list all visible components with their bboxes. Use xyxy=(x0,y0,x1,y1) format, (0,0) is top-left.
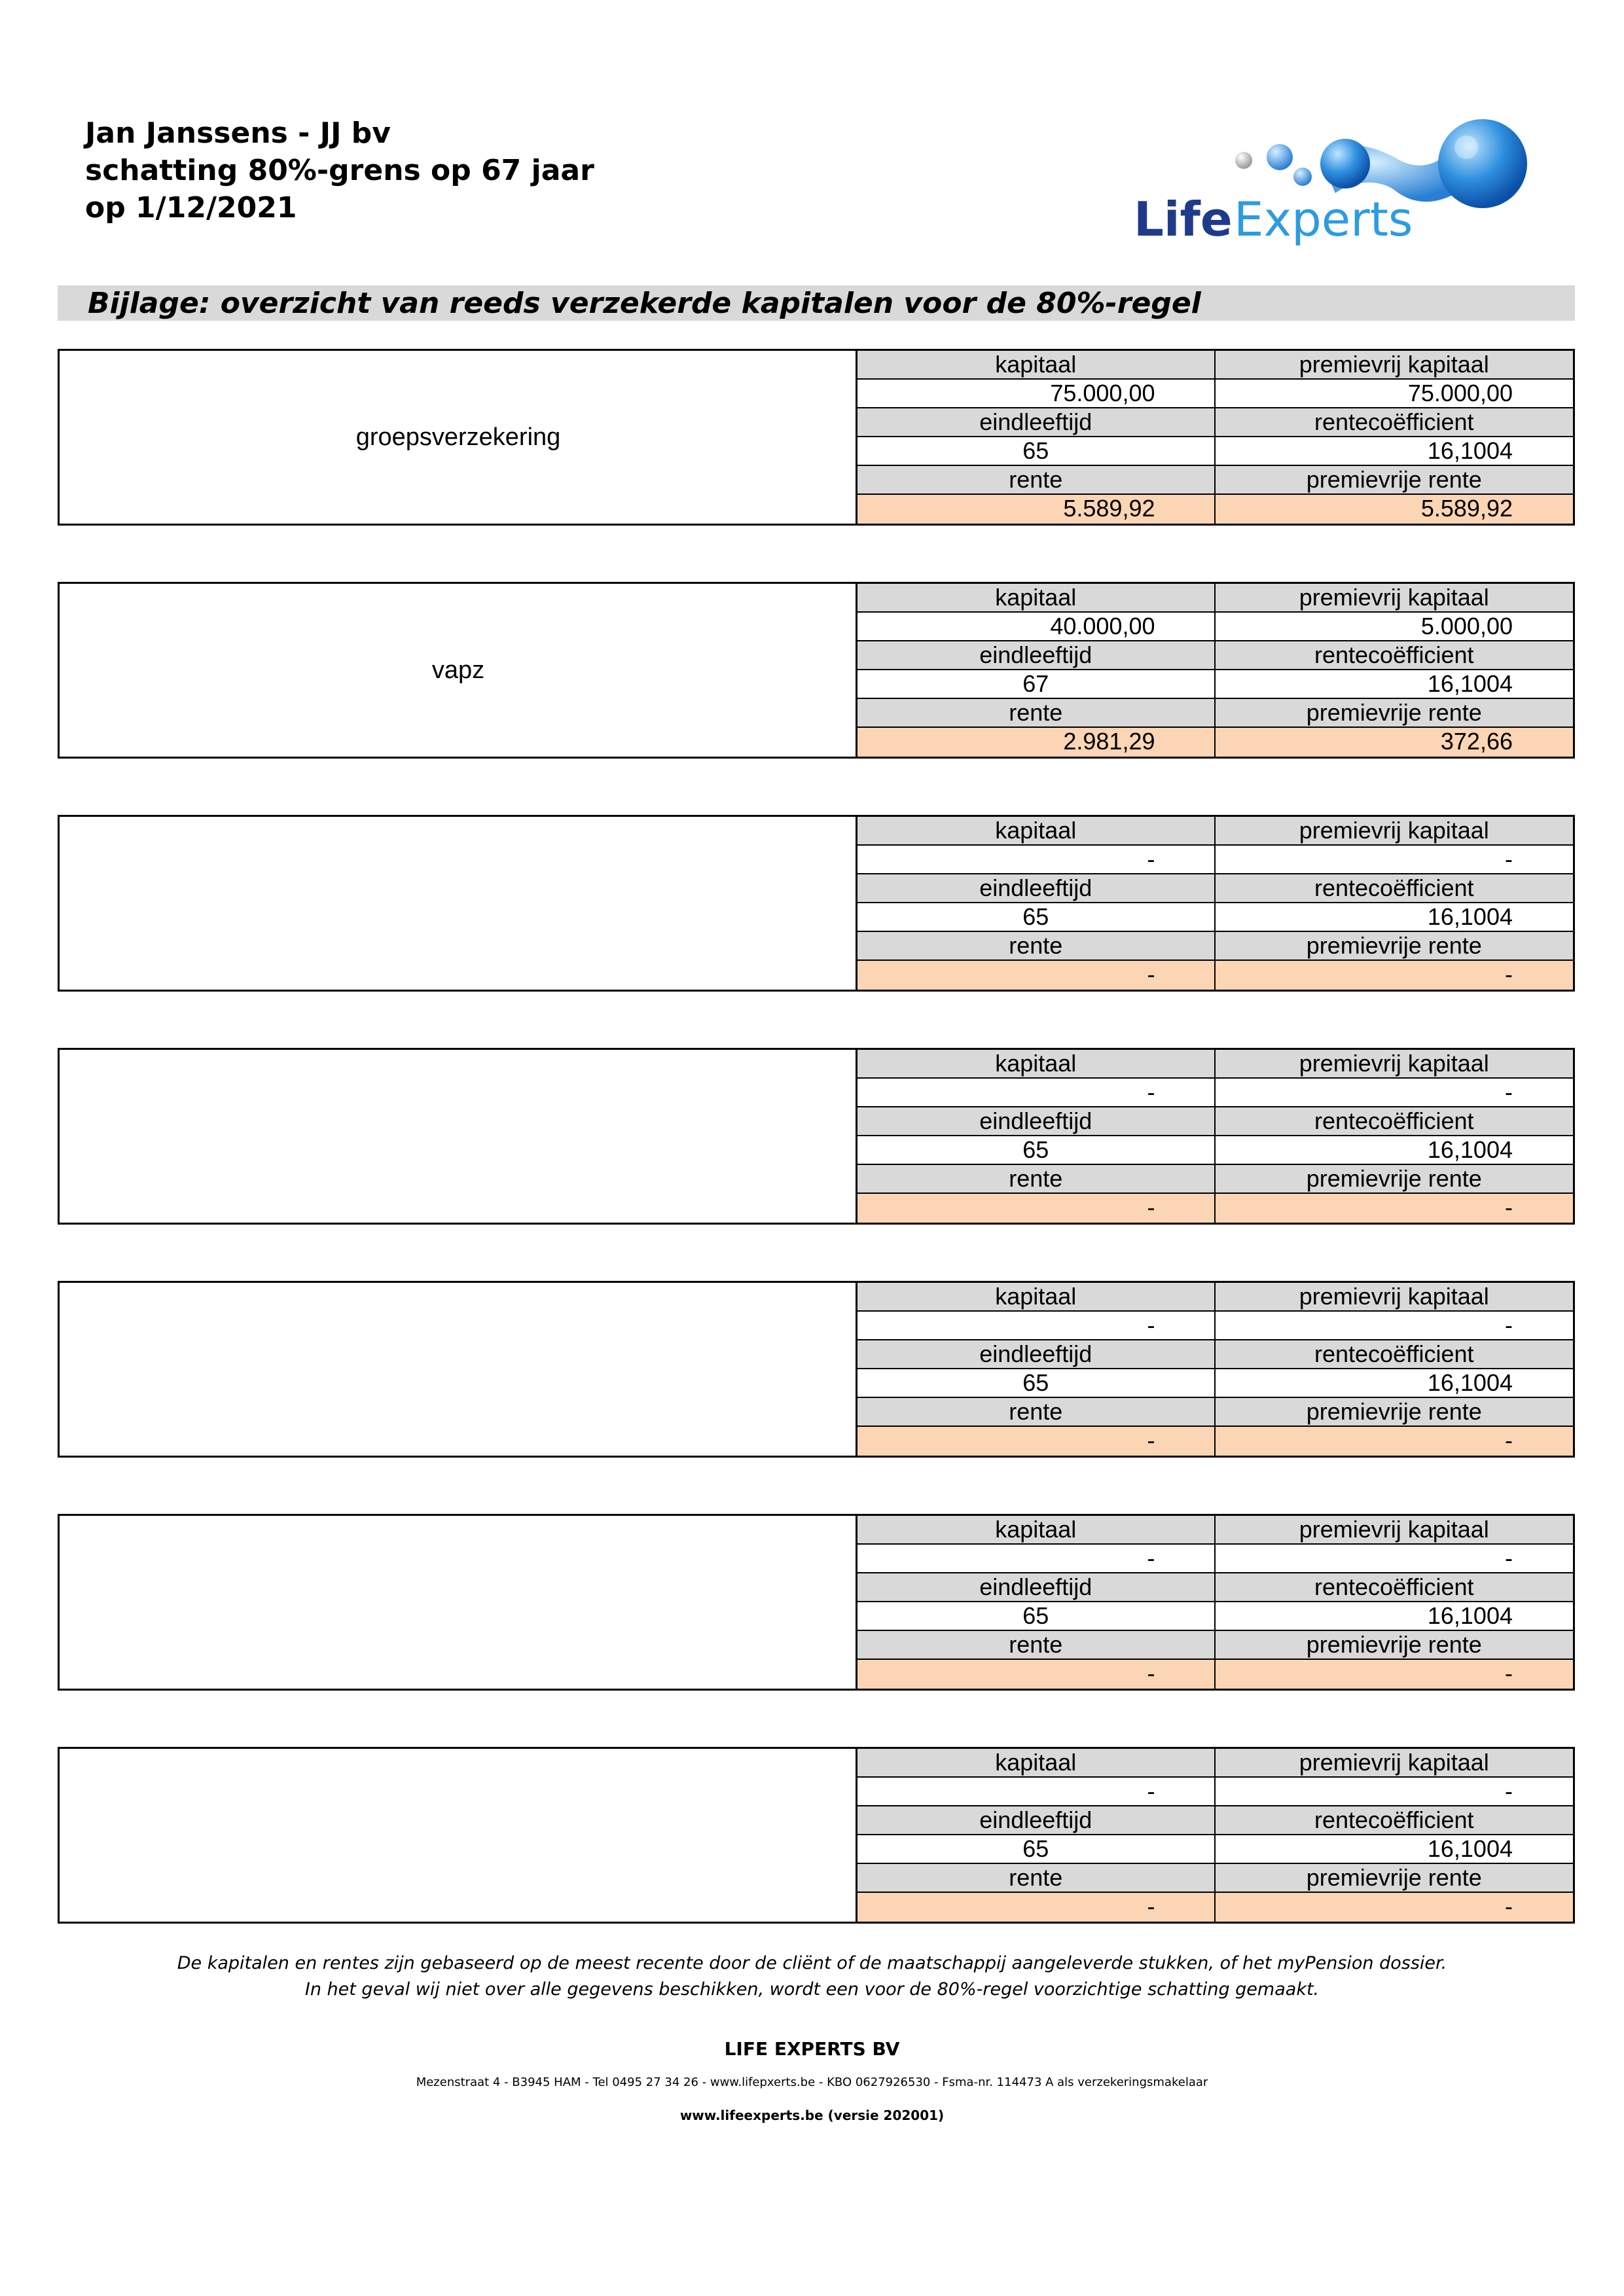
value-premievrije-rente: - xyxy=(1216,1660,1574,1689)
label-kapitaal: kapitaal xyxy=(857,817,1216,846)
label-rente: rente xyxy=(857,466,1216,495)
value-premievrij-kapitaal: 75.000,00 xyxy=(1216,380,1574,408)
label-eindleeftijd: eindleeftijd xyxy=(857,641,1216,670)
footer-website: www.lifeexperts.be (versie 202001) xyxy=(679,2108,945,2123)
label-kapitaal: kapitaal xyxy=(857,351,1216,380)
value-rente: - xyxy=(857,1194,1216,1223)
value-kapitaal: 75.000,00 xyxy=(857,380,1216,408)
value-eindleeftijd: 65 xyxy=(857,903,1216,932)
block-values-grid xyxy=(856,351,1573,524)
label-rentecoefficient: rentecoëfficient xyxy=(1216,1573,1574,1602)
value-eindleeftijd: 65 xyxy=(857,1602,1216,1631)
label-eindleeftijd: eindleeftijd xyxy=(857,408,1216,437)
value-premievrije-rente: 5.589,92 xyxy=(1216,495,1574,524)
logo-text-life: Life xyxy=(1134,192,1233,247)
value-kapitaal: - xyxy=(857,1312,1216,1340)
label-rente: rente xyxy=(857,932,1216,961)
block-values-grid xyxy=(856,584,1573,757)
block-contract-name xyxy=(60,1749,857,1922)
value-premievrij-kapitaal: - xyxy=(1216,1545,1574,1573)
value-rentecoefficient: 16,1004 xyxy=(1216,1602,1574,1631)
value-premievrije-rente: - xyxy=(1216,1427,1574,1456)
label-rente: rente xyxy=(857,1864,1216,1893)
label-rentecoefficient: rentecoëfficient xyxy=(1216,1107,1574,1136)
value-premievrije-rente: - xyxy=(1216,1893,1574,1922)
value-rente: 2.981,29 xyxy=(857,728,1216,757)
label-kapitaal: kapitaal xyxy=(857,1516,1216,1545)
capital-block xyxy=(58,1747,1575,1924)
block-contract-name: groepsverzekering xyxy=(355,423,561,451)
document-header xyxy=(85,115,594,226)
label-rente: rente xyxy=(857,1165,1216,1194)
label-rente: rente xyxy=(857,1398,1216,1427)
section-title: Bijlage: overzicht van reeds verzekerde kapitalen voor de 80%-regel xyxy=(88,287,1201,320)
capital-block xyxy=(58,815,1575,992)
capital-block xyxy=(58,349,1575,526)
label-kapitaal: kapitaal xyxy=(857,1749,1216,1778)
label-eindleeftijd: eindleeftijd xyxy=(857,1806,1216,1835)
block-contract-name xyxy=(60,1283,857,1456)
footnote-line-1: De kapitalen en rentes zijn gebaseerd op de meest recente door de cliënt of de maatschappij aangeleverde stukken, of het myPension dossier. xyxy=(177,1953,1447,1973)
block-contract-name xyxy=(60,817,857,990)
label-premievrije-rente: premievrije rente xyxy=(1216,466,1574,495)
estimate-subtitle: schatting 80%-grens op 67 jaar xyxy=(85,154,594,187)
block-values-grid xyxy=(856,1050,1573,1223)
value-kapitaal: - xyxy=(857,1079,1216,1107)
label-kapitaal: kapitaal xyxy=(857,584,1216,613)
estimate-date: op 1/12/2021 xyxy=(85,191,297,224)
lifeexperts-logo xyxy=(1126,108,1545,249)
value-eindleeftijd: 65 xyxy=(857,1369,1216,1398)
value-rente: - xyxy=(857,1660,1216,1689)
value-premievrij-kapitaal: - xyxy=(1216,1778,1574,1806)
block-contract-name xyxy=(60,1050,857,1223)
logo-text-experts: Experts xyxy=(1234,192,1413,247)
capital-block xyxy=(58,1048,1575,1225)
block-contract-name xyxy=(60,1516,857,1689)
label-rentecoefficient: rentecoëfficient xyxy=(1216,1340,1574,1369)
label-premievrij-kapitaal: premievrij kapitaal xyxy=(1216,584,1574,613)
capital-block xyxy=(58,1514,1575,1691)
label-kapitaal: kapitaal xyxy=(857,1283,1216,1312)
label-rente: rente xyxy=(857,1631,1216,1660)
label-premievrije-rente: premievrije rente xyxy=(1216,1864,1574,1893)
label-premievrij-kapitaal: premievrij kapitaal xyxy=(1216,1749,1574,1778)
value-rentecoefficient: 16,1004 xyxy=(1216,903,1574,932)
value-premievrij-kapitaal: - xyxy=(1216,846,1574,874)
section-title-bar xyxy=(58,285,1575,321)
label-premievrij-kapitaal: premievrij kapitaal xyxy=(1216,1283,1574,1312)
label-rentecoefficient: rentecoëfficient xyxy=(1216,1806,1574,1835)
label-premievrije-rente: premievrije rente xyxy=(1216,932,1574,961)
label-rentecoefficient: rentecoëfficient xyxy=(1216,641,1574,670)
value-rentecoefficient: 16,1004 xyxy=(1216,1136,1574,1165)
value-rente: - xyxy=(857,961,1216,990)
label-eindleeftijd: eindleeftijd xyxy=(857,1340,1216,1369)
capital-block xyxy=(58,582,1575,759)
block-values-grid xyxy=(856,1749,1573,1922)
label-eindleeftijd: eindleeftijd xyxy=(857,1107,1216,1136)
footnote-line-2: In het geval wij niet over alle gegevens beschikken, wordt een voor de 80%-regel voorzichtige schatting gemaakt. xyxy=(304,1979,1320,2000)
value-eindleeftijd: 65 xyxy=(857,1835,1216,1864)
value-premievrije-rente: 372,66 xyxy=(1216,728,1574,757)
value-premievrij-kapitaal: - xyxy=(1216,1079,1574,1107)
footer-address: Mezenstraat 4 - B3945 HAM - Tel 0495 27 34 26 - www.lifepxerts.be - KBO 0627926530 - Fsma-nr. 114473 A als verzekeringsmakelaar xyxy=(416,2075,1208,2089)
block-values-grid xyxy=(856,1516,1573,1689)
label-rentecoefficient: rentecoëfficient xyxy=(1216,874,1574,903)
value-premievrije-rente: - xyxy=(1216,1194,1574,1223)
label-premievrije-rente: premievrije rente xyxy=(1216,1398,1574,1427)
value-eindleeftijd: 67 xyxy=(857,670,1216,699)
value-premievrije-rente: - xyxy=(1216,961,1574,990)
label-rentecoefficient: rentecoëfficient xyxy=(1216,408,1574,437)
value-kapitaal: 40.000,00 xyxy=(857,613,1216,641)
value-kapitaal: - xyxy=(857,1778,1216,1806)
value-rentecoefficient: 16,1004 xyxy=(1216,437,1574,466)
label-eindleeftijd: eindleeftijd xyxy=(857,1573,1216,1602)
value-kapitaal: - xyxy=(857,846,1216,874)
footer-company: LIFE EXPERTS BV xyxy=(724,2038,900,2060)
value-rentecoefficient: 16,1004 xyxy=(1216,1369,1574,1398)
value-premievrij-kapitaal: 5.000,00 xyxy=(1216,613,1574,641)
label-premievrij-kapitaal: premievrij kapitaal xyxy=(1216,1050,1574,1079)
label-premievrij-kapitaal: premievrij kapitaal xyxy=(1216,1516,1574,1545)
value-rente: - xyxy=(857,1893,1216,1922)
block-values-grid xyxy=(856,1283,1573,1456)
value-eindleeftijd: 65 xyxy=(857,1136,1216,1165)
value-rentecoefficient: 16,1004 xyxy=(1216,1835,1574,1864)
label-premievrije-rente: premievrije rente xyxy=(1216,1631,1574,1660)
block-values-grid xyxy=(856,817,1573,990)
label-eindleeftijd: eindleeftijd xyxy=(857,874,1216,903)
footnote xyxy=(0,1950,1624,2003)
value-rentecoefficient: 16,1004 xyxy=(1216,670,1574,699)
label-rente: rente xyxy=(857,699,1216,728)
label-kapitaal: kapitaal xyxy=(857,1050,1216,1079)
client-name: Jan Janssens - JJ bv xyxy=(85,117,391,150)
value-rente: 5.589,92 xyxy=(857,495,1216,524)
label-premievrije-rente: premievrije rente xyxy=(1216,1165,1574,1194)
capital-block xyxy=(58,1281,1575,1458)
label-premievrije-rente: premievrije rente xyxy=(1216,699,1574,728)
value-rente: - xyxy=(857,1427,1216,1456)
label-premievrij-kapitaal: premievrij kapitaal xyxy=(1216,351,1574,380)
block-contract-name: vapz xyxy=(431,656,485,684)
value-kapitaal: - xyxy=(857,1545,1216,1573)
label-premievrij-kapitaal: premievrij kapitaal xyxy=(1216,817,1574,846)
value-eindleeftijd: 65 xyxy=(857,437,1216,466)
value-premievrij-kapitaal: - xyxy=(1216,1312,1574,1340)
